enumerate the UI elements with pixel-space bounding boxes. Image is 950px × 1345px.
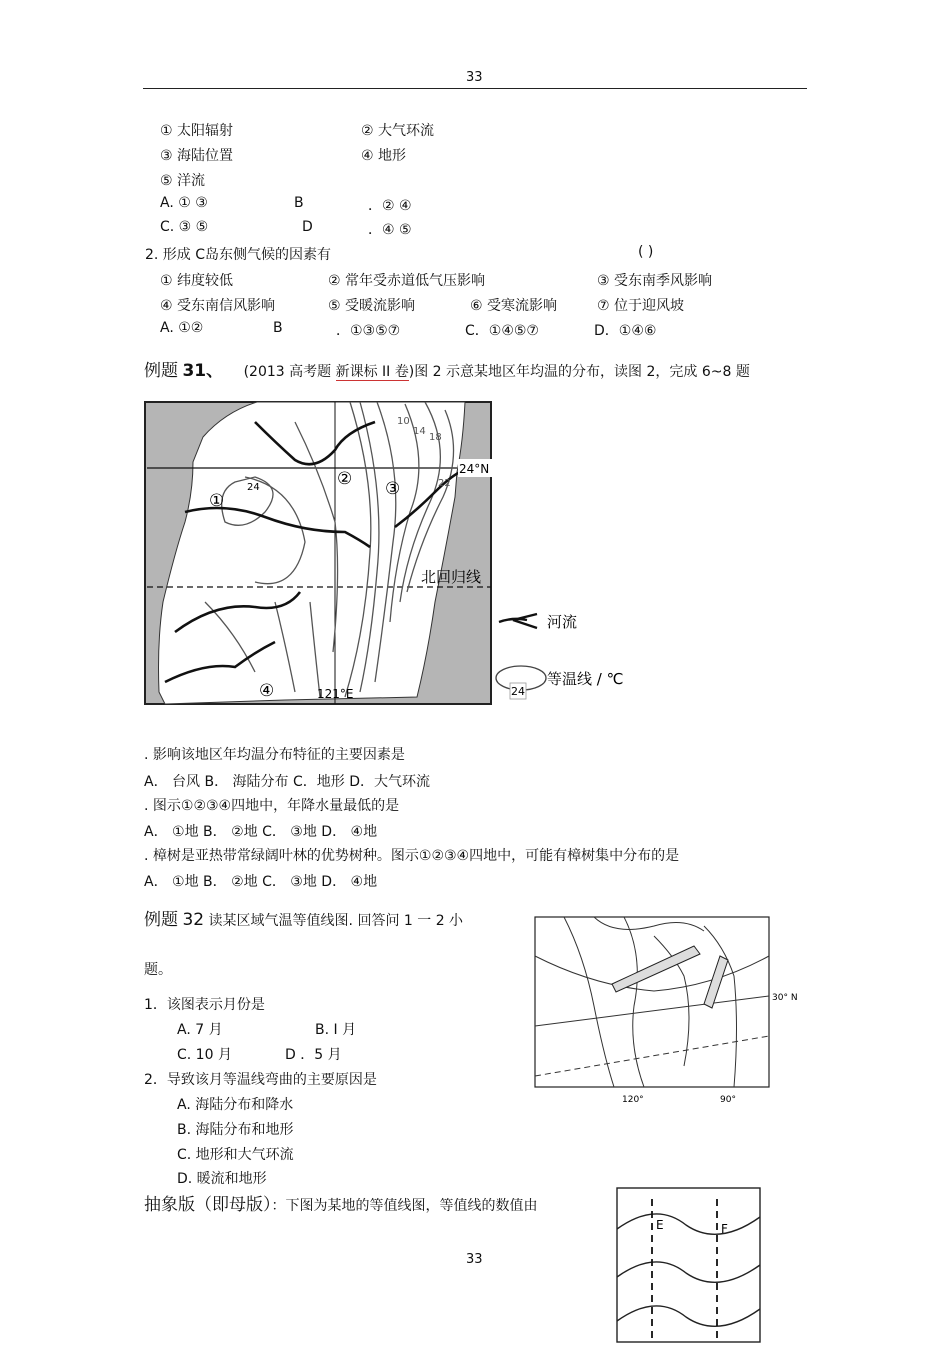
example-source-underlined: 新课标 II 卷 — [335, 364, 409, 380]
point-4: ④ — [259, 681, 275, 701]
q1-choice-b: B — [294, 195, 304, 211]
abstract-heading — [144, 1190, 538, 1215]
ex32-q2-c: C. 地形和大气环流 — [177, 1147, 294, 1163]
map3-label-e: E — [656, 1218, 664, 1232]
ex32-q2-stem: 2．导致该月等温线弯曲的主要原因是 — [144, 1072, 377, 1088]
q1-option-4: ④ 地形 — [361, 148, 407, 164]
lat-label: 24°N — [459, 462, 490, 476]
q6-answers: A． 台风 B． 海陆分布 C．地形 D．大气环流 — [144, 774, 430, 790]
ex32-q1-d: D ．5 月 — [285, 1047, 342, 1063]
ex32-q1-b: B. I 月 — [315, 1022, 357, 1038]
ex32-q1-stem: 1．该图表示月份是 — [144, 997, 265, 1013]
q1-choice-a: A. ① ③ — [160, 195, 208, 211]
ex32-q1-a: A. 7 月 — [177, 1022, 223, 1038]
iso-label-22: 22 — [438, 478, 451, 489]
example-32-label: 例题 — [144, 910, 178, 930]
q7-answers: A． ①地 B． ②地 C． ③地 D． ④地 — [144, 824, 378, 840]
q2-option-5: ⑤ 受暖流影响 — [328, 298, 416, 314]
q1-option-1: ① 太阳辐射 — [160, 123, 234, 139]
legend-river-symbol — [499, 614, 537, 628]
q1-choice-b-text: ．② ④ — [368, 198, 412, 214]
asia-isotherm-map — [534, 916, 814, 1108]
q2-answer-c: C．①④⑤⑦ — [465, 323, 539, 339]
iso-label-14: 14 — [413, 426, 426, 437]
example-label: 例题 — [144, 361, 178, 381]
q2-option-7: ⑦ 位于迎风坡 — [597, 298, 685, 314]
tropic-label: 北回归线 — [421, 568, 482, 586]
ex32-q2-a: A. 海陆分布和降水 — [177, 1097, 294, 1113]
page-number-bottom: 33 — [466, 1252, 483, 1267]
example-31-heading — [144, 356, 750, 381]
example-source-post: )图 2 示意某地区年均温的分布，读图 2，完成 6~8 题 — [408, 364, 750, 380]
q1-choice-d: D — [302, 219, 313, 235]
map2-lon1-label: 120° — [622, 1095, 644, 1105]
iso-label-18: 18 — [429, 432, 442, 443]
abstract-text: ：下图为某地的等值线图，等值线的数值由 — [271, 1198, 538, 1214]
q8-stem: . 樟树是亚热带常绿阔叶林的优势树种。图示①②③④四地中，可能有樟树集中分布的是 — [144, 848, 680, 864]
isotherm-map — [145, 402, 635, 707]
q2-option-3: ③ 受东南季风影响 — [597, 273, 713, 289]
lon-label: 121°E — [317, 687, 354, 701]
page-number-top: 33 — [466, 70, 483, 85]
point-3: ③ — [385, 479, 401, 499]
q2-stem: 2. 形成 C岛东侧气候的因素有 — [145, 247, 332, 263]
q2-answer-d: D．①④⑥ — [594, 323, 657, 339]
abstract-contour-map — [616, 1187, 762, 1343]
q2-option-1: ① 纬度较低 — [160, 273, 234, 289]
q1-option-3: ③ 海陆位置 — [160, 148, 234, 164]
q2-answer-b-text: ．①③⑤⑦ — [336, 323, 401, 339]
map2-lat-label: 30° N — [772, 993, 798, 1003]
ex32-q2-d: D. 暖流和地形 — [177, 1171, 267, 1187]
map2-lon2-label: 90° — [720, 1095, 736, 1105]
q2-option-6: ⑥ 受寒流影响 — [470, 298, 558, 314]
iso-label-24: 24 — [247, 482, 260, 493]
q2-answer-b: B — [273, 320, 283, 336]
q1-option-2: ② 大气环流 — [361, 123, 435, 139]
q2-paren: ( ) — [638, 244, 654, 260]
q1-choice-c: C. ③ ⑤ — [160, 219, 209, 235]
point-2: ② — [337, 469, 353, 489]
legend-river-label: 河流 — [547, 613, 578, 631]
example-32-text: 读某区域气温等值线图. 回答问 1 一 2 小 — [208, 913, 464, 929]
example-32-number: 32 — [182, 910, 205, 930]
legend-iso-value: 24 — [511, 685, 525, 698]
map3-label-f: F — [721, 1222, 728, 1236]
q1-option-5: ⑤ 洋流 — [160, 173, 206, 189]
example-32-text-cont: 题。 — [144, 962, 172, 978]
abstract-title: 抽象版（即母版） — [144, 1195, 272, 1215]
q7-stem: . 图示①②③④四地中，年降水量最低的是 — [144, 798, 400, 814]
legend-isotherm-label: 等温线 / ℃ — [547, 670, 624, 688]
ex32-q2-b: B. 海陆分布和地形 — [177, 1122, 294, 1138]
q1-choice-d-text: ．④ ⑤ — [368, 222, 412, 238]
q8-answers: A． ①地 B． ②地 C． ③地 D． ④地 — [144, 874, 378, 890]
iso-label-10: 10 — [397, 416, 410, 427]
map2-frame — [535, 917, 769, 1087]
example-source-pre: (2013 高考题 — [243, 364, 336, 380]
q2-option-2: ② 常年受赤道低气压影响 — [328, 273, 486, 289]
point-1: ① — [209, 491, 225, 511]
q2-answer-a: A. ①② — [160, 320, 204, 336]
example-32-heading — [144, 905, 463, 930]
q6-stem: . 影响该地区年均温分布特征的主要因素是 — [144, 747, 405, 763]
ex32-q1-c: C. 10 月 — [177, 1047, 232, 1063]
example-number: 31、 — [182, 361, 224, 381]
q2-option-4: ④ 受东南信风影响 — [160, 298, 276, 314]
header-rule — [143, 88, 807, 89]
